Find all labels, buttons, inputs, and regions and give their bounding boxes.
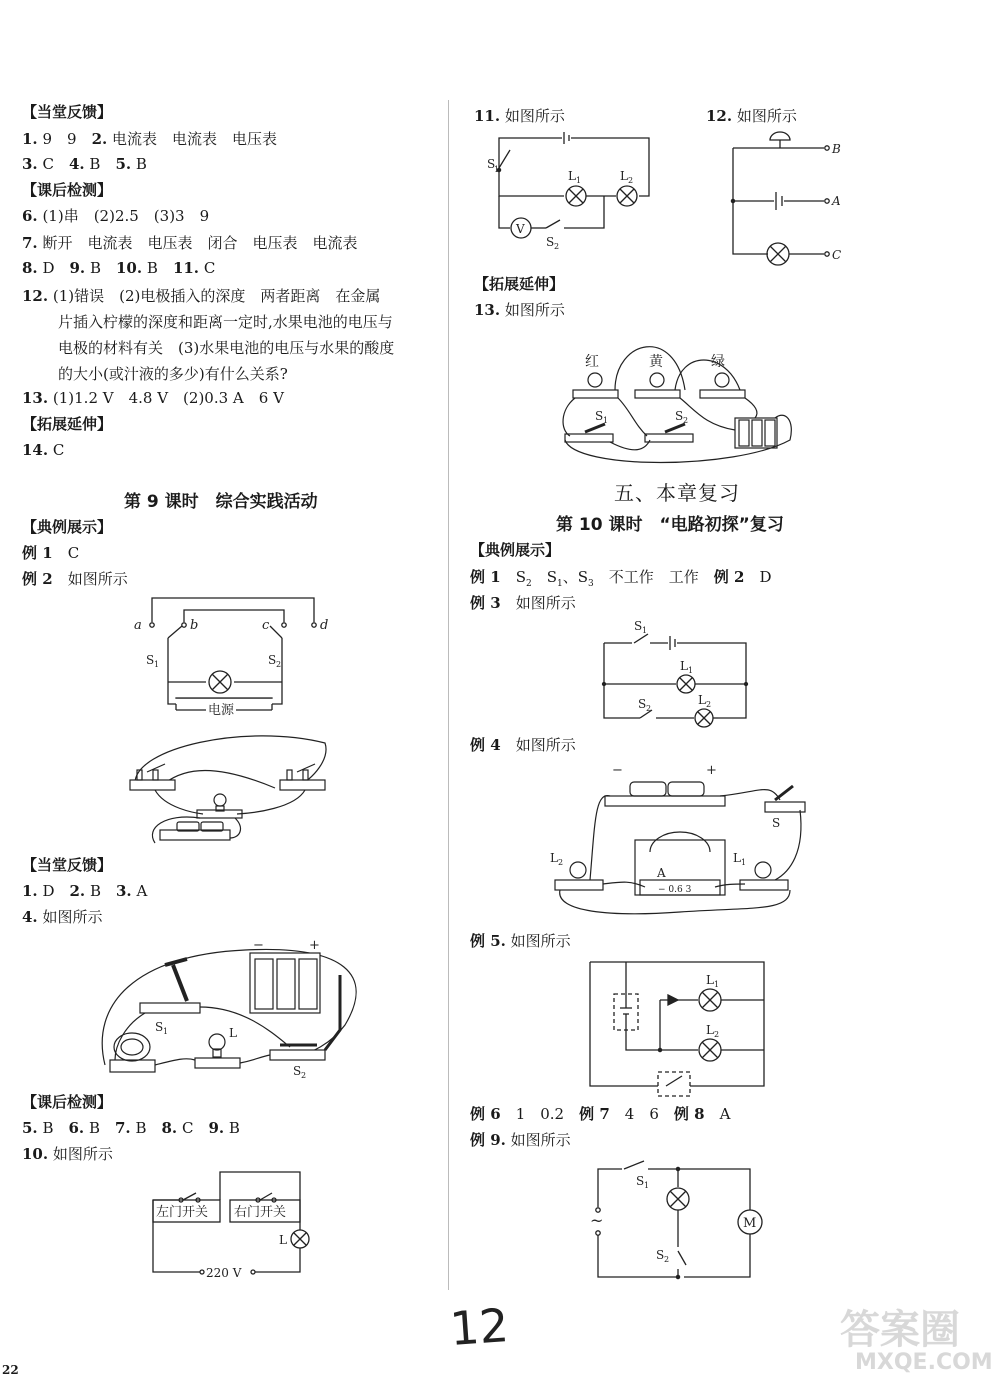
- svg-text:2: 2: [714, 1030, 720, 1039]
- lamp-label: L: [680, 659, 688, 673]
- circuit-diagram-example2: [130, 592, 340, 722]
- lamp-label: L: [706, 973, 714, 987]
- svg-text:1: 1: [154, 660, 160, 669]
- battery-plus-label: +: [706, 763, 717, 778]
- handwritten-mark: 12: [448, 1298, 511, 1356]
- answer-line: 7. 断开 电流表 电压表 闭合 电压表 电流表: [22, 234, 358, 252]
- physical-circuit-example4: [550, 762, 805, 922]
- section-heading: 【当堂反馈】: [22, 856, 113, 874]
- switch-label: S: [595, 409, 604, 423]
- answer-line: 13. (1)1.2 V 4.8 V (2)0.3 A 6 V: [22, 389, 284, 407]
- lamp-color-label: 红: [585, 354, 599, 370]
- answer-line: 例 3 如图所示: [470, 594, 576, 612]
- node-label: a: [134, 618, 142, 633]
- watermark-url: MXQE.COM: [855, 1350, 993, 1375]
- terminal-label: B: [832, 142, 841, 156]
- section-heading: 【课后检测】: [22, 1093, 113, 1111]
- circuit-diagram-q11: [484, 128, 664, 258]
- svg-text:1: 1: [714, 980, 720, 989]
- switch-label: S: [675, 409, 684, 423]
- answer-line: 1. 9 9 2. 电流表 电流表 电压表: [22, 130, 278, 148]
- lamp-label: L: [279, 1233, 287, 1247]
- battery-minus-label: −: [612, 763, 623, 778]
- answer-line: 例 5. 如图所示: [470, 932, 571, 950]
- answer-line: 例 9. 如图所示: [470, 1131, 571, 1149]
- answer-line: 8. D 9. B 10. B 11. C: [22, 259, 216, 277]
- answer-line: 4. 如图所示: [22, 908, 103, 926]
- answer-line: 片插入柠檬的深度和距离一定时,水果电池的电压与: [58, 313, 393, 331]
- battery-minus-label: −: [253, 938, 264, 953]
- switch-label: 右门开关: [234, 1205, 287, 1220]
- watermark-logo: 答案圈: [840, 1307, 960, 1353]
- lamp-label: L: [229, 1026, 237, 1040]
- section-heading: 【典例展示】: [22, 518, 113, 536]
- svg-text:2: 2: [558, 858, 564, 867]
- svg-text:1: 1: [688, 666, 694, 675]
- answer-line: 5. B 6. B 7. B 8. C 9. B: [22, 1119, 240, 1137]
- lamp-label: L: [698, 693, 706, 707]
- section-heading: 【拓展延伸】: [22, 415, 113, 433]
- svg-text:2: 2: [276, 660, 282, 669]
- answer-line: 电极的材料有关 (3)水果电池的电压与水果的酸度: [58, 339, 395, 357]
- circuit-diagram-example9: [588, 1155, 768, 1283]
- answer-line: 14. C: [22, 441, 65, 459]
- answer-line: 6. (1)串 (2)2.5 (3)3 9: [22, 207, 210, 225]
- switch-label: 左门开关: [156, 1205, 209, 1220]
- physical-circuit-q4: [95, 935, 375, 1085]
- answer-line: 1. D 2. B 3. A: [22, 882, 148, 900]
- section-heading: 【典例展示】: [470, 541, 561, 559]
- motor-label: M: [743, 1216, 757, 1231]
- battery-plus-label: +: [309, 938, 320, 953]
- svg-text:2: 2: [628, 176, 634, 185]
- svg-text:2: 2: [646, 704, 652, 713]
- svg-text:2: 2: [664, 1255, 670, 1264]
- lamp-label: L: [550, 851, 558, 865]
- switch-label: S: [772, 816, 781, 830]
- node-label: b: [190, 618, 199, 633]
- circuit-diagram-example3: [600, 618, 750, 726]
- circuit-diagram-example5: [588, 958, 768, 1090]
- answer-line: 11. 如图所示: [474, 107, 565, 125]
- voltmeter-label: V: [516, 222, 525, 236]
- answer-line: 12. (1)错误 (2)电极插入的深度 两者距离 在金属: [22, 287, 381, 305]
- section-heading: 【拓展延伸】: [474, 275, 565, 293]
- page-number: 22: [2, 1363, 19, 1377]
- svg-text:2: 2: [301, 1071, 307, 1080]
- circuit-diagram-q12: [728, 128, 858, 268]
- lamp-color-label: 黄: [649, 354, 663, 370]
- answer-line: 例 1 C: [22, 544, 80, 562]
- node-label: d: [320, 618, 329, 633]
- terminal-label: C: [832, 248, 842, 262]
- physical-circuit-q13: [555, 330, 800, 465]
- answer-line: 例 2 如图所示: [22, 570, 128, 588]
- lamp-color-label: 绿: [711, 354, 725, 370]
- lamp-label: L: [568, 169, 576, 183]
- switch-label: S: [634, 619, 643, 633]
- switch-label: S: [155, 1020, 164, 1034]
- switch-label: S: [146, 653, 155, 667]
- ammeter-label: A: [657, 866, 666, 880]
- lamp-label: L: [706, 1023, 714, 1037]
- svg-text:1: 1: [603, 416, 609, 425]
- circuit-diagram-q10: [150, 1168, 310, 1283]
- answer-line: 例 1 $S_2$ $S_1$、$S_3$ 不工作 工作 例 2 D: [470, 568, 772, 589]
- svg-text:1: 1: [741, 858, 747, 867]
- switch-label: S: [638, 697, 647, 711]
- ammeter-scale: − 0.6 3: [658, 885, 692, 895]
- svg-text:1: 1: [576, 176, 582, 185]
- lamp-label: L: [733, 851, 741, 865]
- column-divider: [448, 100, 449, 1290]
- answer-line: 12. 如图所示: [706, 107, 797, 125]
- voltage-label: 220 V: [206, 1266, 242, 1280]
- svg-text:1: 1: [644, 1181, 650, 1190]
- lesson-title: 第 9 课时 综合实践活动: [124, 492, 318, 512]
- answer-line: 例 4 如图所示: [470, 736, 576, 754]
- svg-text:2: 2: [706, 700, 712, 709]
- answer-line: 13. 如图所示: [474, 301, 565, 319]
- switch-label: S: [546, 235, 555, 249]
- terminal-label: A: [832, 194, 841, 208]
- section-heading: 【课后检测】: [22, 181, 113, 199]
- switch-label: S: [268, 653, 277, 667]
- answer-line: 的大小(或汁液的多少)有什么关系?: [58, 365, 288, 383]
- node-label: c: [262, 618, 270, 633]
- switch-label: S: [487, 157, 496, 171]
- answer-line: 10. 如图所示: [22, 1145, 113, 1163]
- lesson-title: 第 10 课时 “电路初探”复习: [556, 515, 784, 535]
- svg-text:1: 1: [163, 1027, 169, 1036]
- physical-wiring-drawing: [125, 728, 335, 853]
- chapter-title: 五、本章复习: [614, 481, 740, 505]
- switch-label: S: [293, 1064, 302, 1078]
- lamp-label: L: [620, 169, 628, 183]
- switch-label: S: [636, 1174, 645, 1188]
- section-heading: 【当堂反馈】: [22, 103, 113, 121]
- power-source-label: 电源: [208, 703, 235, 718]
- switch-label: S: [656, 1248, 665, 1262]
- answer-line: 3. C 4. B 5. B: [22, 155, 147, 173]
- answer-line: 例 6 1 0.2 例 7 4 6 例 8 A: [470, 1105, 731, 1123]
- svg-text:2: 2: [554, 242, 560, 251]
- ac-source-symbol: ~: [590, 1211, 604, 1230]
- svg-text:1: 1: [494, 165, 500, 174]
- svg-text:1: 1: [642, 626, 648, 635]
- svg-text:2: 2: [683, 416, 689, 425]
